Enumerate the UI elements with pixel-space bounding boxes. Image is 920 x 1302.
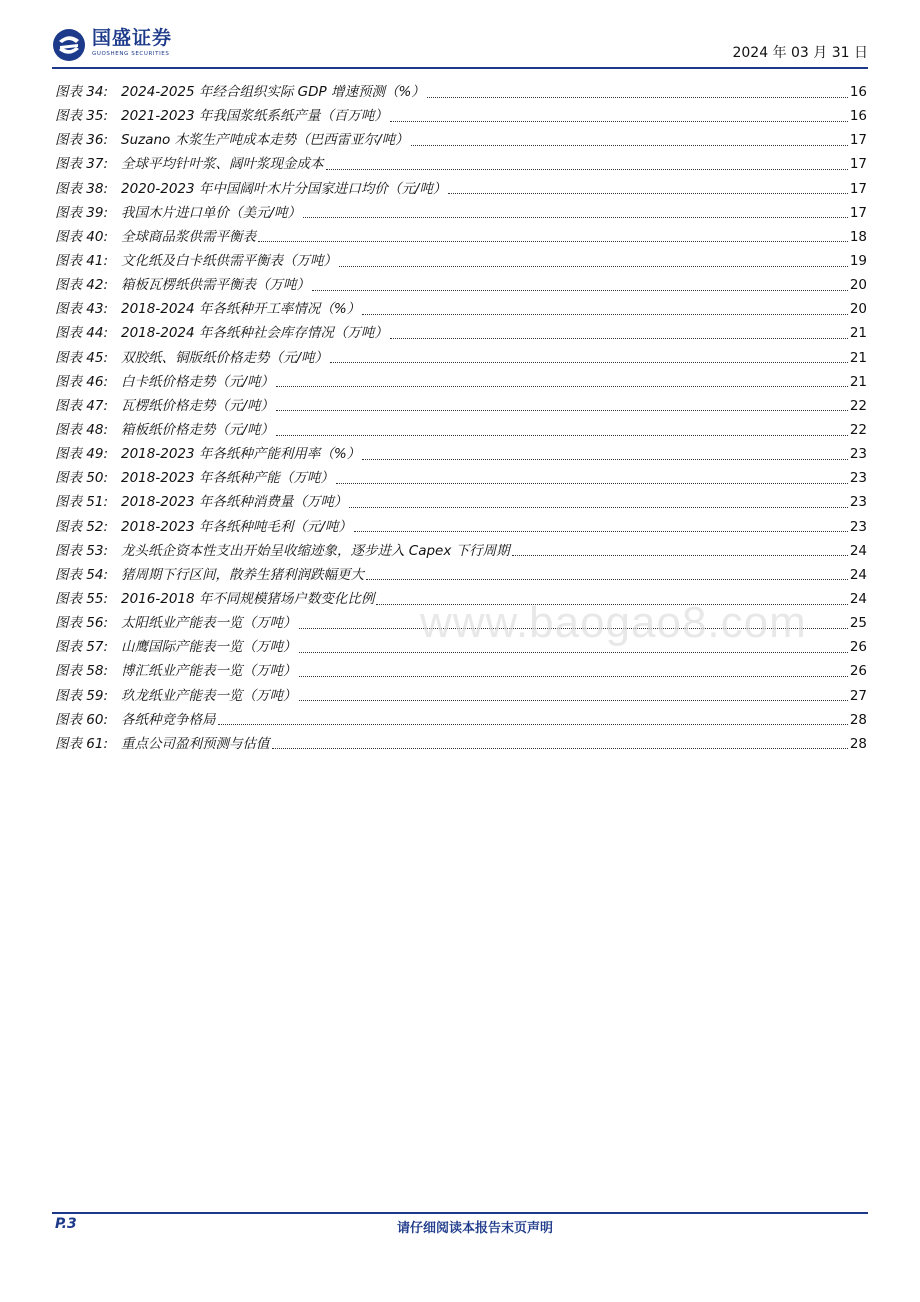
toc-entry-label: 图表 48: bbox=[55, 421, 109, 438]
toc-entry-title: 白卡纸价格走势（元/吨） bbox=[121, 373, 275, 390]
toc-entry-page: 23 bbox=[849, 494, 867, 511]
toc-entry-label: 图表 59: bbox=[55, 687, 109, 704]
toc-entry-title: 2020-2023 年中国阔叶木片分国家进口均价（元/吨） bbox=[121, 180, 447, 197]
toc-entry-page: 25 bbox=[849, 615, 867, 632]
toc-entry-title: 重点公司盈利预测与估值 bbox=[121, 735, 270, 752]
toc-entry-page: 22 bbox=[849, 421, 867, 438]
toc-entry-title: 山鹰国际产能表一览（万吨） bbox=[121, 639, 297, 656]
toc-entry-title: 龙头纸企资本性支出开始呈收缩迹象，逐步进入 Capex 下行周期 bbox=[121, 542, 510, 559]
toc-entry-label: 图表 40: bbox=[55, 228, 109, 245]
toc-entry-title: 全球平均针叶浆、阔叶浆现金成本 bbox=[121, 156, 324, 173]
toc-entry[interactable] bbox=[55, 321, 867, 345]
toc-entry-label: 图表 56: bbox=[55, 615, 109, 632]
toc-entry-title: 我国木片进口单价（美元/吨） bbox=[121, 204, 302, 221]
toc-entry-title: 2016-2018 年不同规模猪场户数变化比例 bbox=[121, 590, 375, 607]
toc-entry-page: 23 bbox=[849, 470, 867, 487]
toc-entry-title: 博汇纸业产能表一览（万吨） bbox=[121, 663, 297, 680]
report-date: 2024 年 03 月 31 日 bbox=[732, 45, 868, 61]
toc-entry-title: 2024-2025 年经合组织实际 GDP 增速预测（%） bbox=[121, 84, 425, 100]
toc-entry-label: 图表 35: bbox=[55, 108, 109, 125]
toc-leader-dots bbox=[362, 459, 848, 460]
toc-entry[interactable] bbox=[55, 128, 867, 152]
toc-entry-page: 17 bbox=[849, 204, 867, 221]
toc-entry-title: 太阳纸业产能表一览（万吨） bbox=[121, 615, 297, 632]
toc-entry-title: 箱板纸价格走势（元/吨） bbox=[121, 421, 275, 438]
toc-entry-page: 20 bbox=[849, 277, 867, 294]
toc-entry-title: 2021-2023 年我国浆纸系纸产量（百万吨） bbox=[121, 108, 388, 125]
disclaimer-note: 请仔细阅读本报告末页声明 bbox=[396, 1221, 553, 1236]
toc-entry-label: 图表 55: bbox=[55, 590, 109, 607]
toc-leader-dots bbox=[390, 121, 848, 122]
toc-entry[interactable] bbox=[55, 732, 867, 756]
toc-entry[interactable] bbox=[55, 659, 867, 683]
toc-entry-label: 图表 60: bbox=[55, 711, 109, 728]
toc-entry[interactable] bbox=[55, 201, 867, 225]
toc-entry-title: 猪周期下行区间，散养生猪利润跌幅更大 bbox=[121, 566, 364, 583]
toc-entry-label: 图表 46: bbox=[55, 373, 109, 390]
toc-entry-title: 2018-2024 年各纸种开工率情况（%） bbox=[121, 301, 361, 318]
toc-entry[interactable] bbox=[55, 515, 867, 539]
toc-entry-title: 2018-2023 年各纸种吨毛利（元/吨） bbox=[121, 518, 352, 535]
toc-entry-page: 28 bbox=[849, 735, 867, 752]
toc-entry-title: 玖龙纸业产能表一览（万吨） bbox=[121, 687, 297, 704]
toc-leader-dots bbox=[276, 435, 848, 436]
toc-entry-label: 图表 38: bbox=[55, 180, 109, 197]
toc-leader-dots bbox=[354, 531, 848, 532]
logo-english-name: GUOSHENG SECURITIES bbox=[92, 51, 170, 57]
guosheng-logo-icon bbox=[52, 28, 86, 62]
footer-divider bbox=[52, 1212, 868, 1214]
toc-entry-label: 图表 34: bbox=[55, 84, 109, 100]
toc-leader-dots bbox=[218, 724, 848, 725]
toc-entry-label: 图表 57: bbox=[55, 639, 109, 656]
toc-entry[interactable] bbox=[55, 225, 867, 249]
toc-entry-page: 24 bbox=[849, 590, 867, 607]
toc-entry-label: 图表 50: bbox=[55, 470, 109, 487]
toc-leader-dots bbox=[326, 169, 848, 170]
toc-entry[interactable] bbox=[55, 418, 867, 442]
company-logo bbox=[52, 26, 172, 66]
toc-leader-dots bbox=[349, 507, 847, 508]
toc-entry-label: 图表 37: bbox=[55, 156, 109, 173]
toc-entry[interactable] bbox=[55, 394, 867, 418]
toc-entry-page: 17 bbox=[849, 132, 867, 149]
toc-leader-dots bbox=[299, 700, 848, 701]
toc-leader-dots bbox=[330, 362, 848, 363]
toc-entry[interactable] bbox=[55, 442, 867, 466]
toc-entry-page: 26 bbox=[849, 639, 867, 656]
toc-leader-dots bbox=[448, 193, 847, 194]
toc-entry-label: 图表 41: bbox=[55, 252, 109, 269]
toc-entry-page: 19 bbox=[849, 252, 867, 269]
toc-entry-title: 双胶纸、铜版纸价格走势（元/吨） bbox=[121, 349, 329, 366]
toc-entry[interactable] bbox=[55, 563, 867, 587]
toc-entry[interactable] bbox=[55, 104, 867, 128]
toc-leader-dots bbox=[303, 217, 848, 218]
toc-entry-page: 17 bbox=[849, 156, 867, 173]
toc-entry[interactable] bbox=[55, 539, 867, 563]
toc-leader-dots bbox=[512, 555, 848, 556]
toc-entry-title: 全球商品浆供需平衡表 bbox=[121, 228, 256, 245]
watermark: www.baogao8.com bbox=[420, 598, 807, 647]
toc-entry-label: 图表 42: bbox=[55, 277, 109, 294]
toc-entry-label: 图表 58: bbox=[55, 663, 109, 680]
toc-entry-page: 18 bbox=[849, 228, 867, 245]
toc-entry-label: 图表 61: bbox=[55, 735, 109, 752]
toc-leader-dots bbox=[427, 97, 848, 98]
toc-entry[interactable] bbox=[55, 370, 867, 394]
logo-chinese-name: 国盛证券 bbox=[92, 27, 173, 49]
toc-entry-page: 22 bbox=[849, 397, 867, 414]
toc-entry-label: 图表 36: bbox=[55, 132, 109, 149]
toc-entry-page: 24 bbox=[849, 566, 867, 583]
toc-entry[interactable] bbox=[55, 684, 867, 708]
figure-list bbox=[55, 80, 867, 756]
toc-entry-title: 各纸种竞争格局 bbox=[121, 711, 216, 728]
toc-entry[interactable] bbox=[55, 249, 867, 273]
toc-leader-dots bbox=[258, 241, 848, 242]
toc-entry-label: 图表 52: bbox=[55, 518, 109, 535]
toc-entry-label: 图表 47: bbox=[55, 397, 109, 414]
toc-entry-label: 图表 39: bbox=[55, 204, 109, 221]
toc-entry[interactable] bbox=[55, 297, 867, 321]
toc-entry[interactable] bbox=[55, 80, 867, 104]
toc-entry[interactable] bbox=[55, 346, 867, 370]
page-number: P.3 bbox=[55, 1216, 77, 1232]
toc-entry-label: 图表 54: bbox=[55, 566, 109, 583]
toc-entry-page: 21 bbox=[849, 349, 867, 366]
page-header bbox=[52, 26, 868, 68]
toc-leader-dots bbox=[362, 314, 848, 315]
toc-entry-page: 17 bbox=[849, 180, 867, 197]
toc-leader-dots bbox=[366, 579, 848, 580]
toc-leader-dots bbox=[299, 652, 848, 653]
toc-entry-page: 16 bbox=[849, 84, 867, 100]
toc-entry-page: 20 bbox=[849, 301, 867, 318]
toc-entry-page: 21 bbox=[849, 325, 867, 342]
toc-entry-page: 27 bbox=[849, 687, 867, 704]
header-divider bbox=[52, 67, 868, 69]
toc-leader-dots bbox=[276, 386, 848, 387]
toc-entry-title: 箱板瓦楞纸供需平衡表（万吨） bbox=[121, 277, 310, 294]
toc-leader-dots bbox=[276, 410, 848, 411]
toc-entry[interactable] bbox=[55, 708, 867, 732]
toc-entry-title: 2018-2023 年各纸种产能利用率（%） bbox=[121, 446, 361, 463]
toc-entry-title: 文化纸及白卡纸供需平衡表（万吨） bbox=[121, 252, 337, 269]
toc-entry-label: 图表 51: bbox=[55, 494, 109, 511]
toc-entry-label: 图表 43: bbox=[55, 301, 109, 318]
toc-entry[interactable] bbox=[55, 177, 867, 201]
toc-entry-title: 2018-2023 年各纸种消费量（万吨） bbox=[121, 494, 348, 511]
toc-entry-label: 图表 49: bbox=[55, 446, 109, 463]
toc-entry-page: 23 bbox=[849, 446, 867, 463]
toc-entry[interactable] bbox=[55, 490, 867, 514]
toc-entry-page: 16 bbox=[849, 108, 867, 125]
toc-leader-dots bbox=[312, 290, 848, 291]
toc-entry-page: 23 bbox=[849, 518, 867, 535]
toc-entry-title: 2018-2023 年各纸种产能（万吨） bbox=[121, 470, 334, 487]
toc-leader-dots bbox=[339, 266, 848, 267]
toc-entry[interactable] bbox=[55, 466, 867, 490]
toc-entry[interactable] bbox=[55, 152, 867, 176]
toc-entry-label: 图表 45: bbox=[55, 349, 109, 366]
toc-entry-label: 图表 44: bbox=[55, 325, 109, 342]
toc-entry-page: 28 bbox=[849, 711, 867, 728]
toc-entry-title: 2018-2024 年各纸种社会库存情况（万吨） bbox=[121, 325, 388, 342]
toc-leader-dots bbox=[336, 483, 848, 484]
toc-entry-title: 瓦楞纸价格走势（元/吨） bbox=[121, 397, 275, 414]
toc-entry[interactable] bbox=[55, 273, 867, 297]
toc-leader-dots bbox=[299, 676, 848, 677]
toc-entry-page: 26 bbox=[849, 663, 867, 680]
toc-entry-page: 24 bbox=[849, 542, 867, 559]
toc-entry-page: 21 bbox=[849, 373, 867, 390]
toc-entry-label: 图表 53: bbox=[55, 542, 109, 559]
toc-leader-dots bbox=[272, 748, 848, 749]
toc-entry-title: Suzano 木浆生产吨成本走势（巴西雷亚尔/吨） bbox=[121, 132, 409, 149]
toc-leader-dots bbox=[390, 338, 848, 339]
toc-leader-dots bbox=[411, 145, 848, 146]
